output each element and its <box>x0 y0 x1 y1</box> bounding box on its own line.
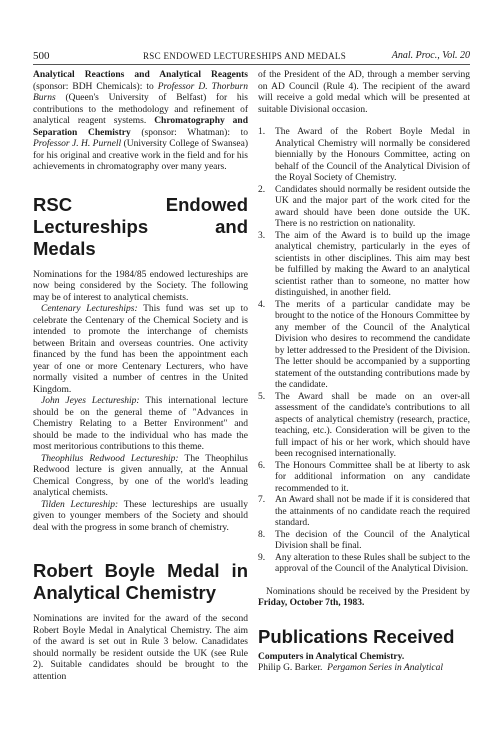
deadline-paragraph <box>258 587 470 610</box>
rule-text: The Award of the Robert Boyle Medal in Analytical Chemistry will normally be considered biennially by the Honours Committee, acting on behalf of the Council of the Analytical Division of the Royal Society of Chemistry. <box>275 127 470 183</box>
rule-number: 3. <box>258 230 266 241</box>
publication-author: Philip G. Barker. <box>258 663 323 673</box>
rule-text: An Award shall not be made if it is considered that the attainments of no candidate reach the required standard. <box>275 495 470 528</box>
rule-number: 7. <box>258 495 266 505</box>
tilden-paragraph <box>33 500 248 535</box>
rule-item <box>258 495 470 530</box>
centenary-label: Centenary Lectureships: <box>41 304 138 314</box>
jeyes-text: This international lecture should be on the general theme of "Advances in Chemistry Relating to a Better Environment" and should be made to the individual who has made the most meritorious contributions to this theme. <box>33 396 248 452</box>
award-sponsor-text: (sponsor: BDH Chemicals): to <box>33 81 158 92</box>
rule-item <box>258 461 470 496</box>
jeyes-paragraph <box>33 396 248 454</box>
rule-number: 8. <box>258 529 266 540</box>
award-title-chromatography: Chromatography and Separation Chemistry <box>33 116 248 138</box>
redwood-label: Theophilus Redwood Lectureship: <box>41 453 179 464</box>
tilden-label: Tilden Lectureship: <box>41 499 119 510</box>
deadline-text: Nominations should be received by the President by <box>266 586 470 597</box>
rule-number: 4. <box>258 299 266 310</box>
running-title: RSC ENDOWED LECTURESHIPS AND MEDALS <box>143 51 347 61</box>
rule-text: Candidates should normally be resident outside the UK and the major part of the work cited for the award should have been done outside the UK. There is no restriction on nationality. <box>275 184 470 229</box>
page-number: 500 <box>33 50 50 62</box>
publication-title: Computers in Analytical Chemistry. <box>258 651 405 662</box>
jeyes-label: John Jeyes Lectureship: <box>41 396 140 406</box>
deadline-date: Friday, October 7th, 1983. <box>258 598 365 608</box>
rule-number: 5. <box>258 391 266 402</box>
rule-item <box>258 392 470 461</box>
rule-item <box>258 185 470 231</box>
publication-byline <box>258 663 470 675</box>
boyle-intro-paragraph: Nominations are invited for the award of the second Robert Boyle Medal in Analytical Chemistry. The aim of the award is set out in Rule 3 below. Canadidates should normally be resident outside the UK (see Rule 2). Suitable candidates should be brought to the attention <box>33 614 248 682</box>
section-heading-boyle-medal: Robert Boyle Medal in Analytical Chemistry <box>33 560 248 603</box>
rule-item <box>258 127 470 185</box>
section-heading-rsc-lectureships: RSC Endowed Lectureships and Medals <box>33 193 248 259</box>
rule-item <box>258 530 470 553</box>
rule-item <box>258 553 470 576</box>
rule-text: Any alteration to these Rules shall be subject to the approval of the Council of the Analytical Division. <box>275 552 470 574</box>
award-continuation-paragraph <box>33 70 248 174</box>
rule-text: The Award shall be made on an over-all assessment of the candidate's contributions to all aspects of analytical chemistry (research, practice, teaching, etc.). Consideration will be given to the full impact of his or her work, which should have been recognised internationally. <box>275 391 470 459</box>
running-header <box>33 48 470 65</box>
boyle-continuation-paragraph: of the President of the AD, through a member serving on AD Council (Rule 4). The recipient of the award will receive a gold medal which will be presented at suitable Divisional occasion. <box>258 70 470 115</box>
rule-text: The decision of the Council of the Analytical Division shall be final. <box>275 529 470 551</box>
recipient-purnell: Professor J. H. Purnell <box>33 139 122 149</box>
redwood-paragraph <box>33 454 248 500</box>
rule-number: 2. <box>258 184 266 195</box>
award-citation-text: (Queen's University of Belfast) for his contributions to the methodology and refinement of analytical reagent systems. <box>33 93 248 126</box>
rule-number: 9. <box>258 552 266 563</box>
rules-list <box>258 127 470 576</box>
redwood-text: The Theophilus Redwood lecture is given annually, at the Annual Chemical Congress, by one of the world's leading analytical chemists. <box>33 453 249 498</box>
rule-number: 6. <box>258 460 266 471</box>
centenary-paragraph <box>33 304 248 396</box>
award-title-reagents: Analytical Reactions and Analytical Reagents <box>33 70 248 80</box>
recipient-burns: Professor D. Thorburn Burns <box>33 81 248 103</box>
rule-item <box>258 300 470 392</box>
publication-series: Pergamon Series in Analytical <box>327 663 443 673</box>
left-column <box>33 70 248 683</box>
tilden-text: These lectureships are usually given to younger members of the Society and should deal with the progress in some branch of chemistry. <box>33 499 248 533</box>
rule-text: The aim of the Award is to build up the image analytical chemistry, particularly in the eyes of scientists in other disciplines. This aim may best be fulfilled by making the Award to an analytical scientist rather than to someone, no matter how distinguished, in another field. <box>275 230 470 298</box>
journal-citation: Anal. Proc., Vol. 20 <box>391 50 470 61</box>
right-column <box>258 70 470 675</box>
rsc-intro-paragraph: Nominations for the 1984/85 endowed lectureships are now being considered by the Society. The following may be of interest to analytical chemists. <box>33 269 248 303</box>
section-heading-publications: Publications Received <box>258 625 455 647</box>
rule-text: The merits of a particular candidate may be brought to the notice of the Honours Committee by any member of the Council of the Analytical Division who desires to recommend the candidate by letter addressed to the President of the Division. The letter should be accompanied by a supporting statement of the outstanding contributions made by the candidate. <box>275 299 470 390</box>
rule-item <box>258 231 470 300</box>
award-citation-text-2: (University College of Swansea) for his original and creative work in the field and for his achievements in chromatography over many years. <box>33 139 249 172</box>
rule-text: The Honours Committee shall be at liberty to ask for additional information on any candidate recommended to it. <box>275 460 470 494</box>
award-sponsor-text-2: (sponsor: Whatman): to <box>130 127 249 138</box>
rule-number: 1. <box>258 127 266 137</box>
centenary-text: This fund was set up to celebrate the Centenary of the Chemical Society and is intended to promote the interchange of chemists between Britain and overseas countries. One activity financed by the fund has been the appointment each year of one or more Centenary Lecturers, who have normally visited a number of centres in the United Kingdom. <box>33 304 248 395</box>
